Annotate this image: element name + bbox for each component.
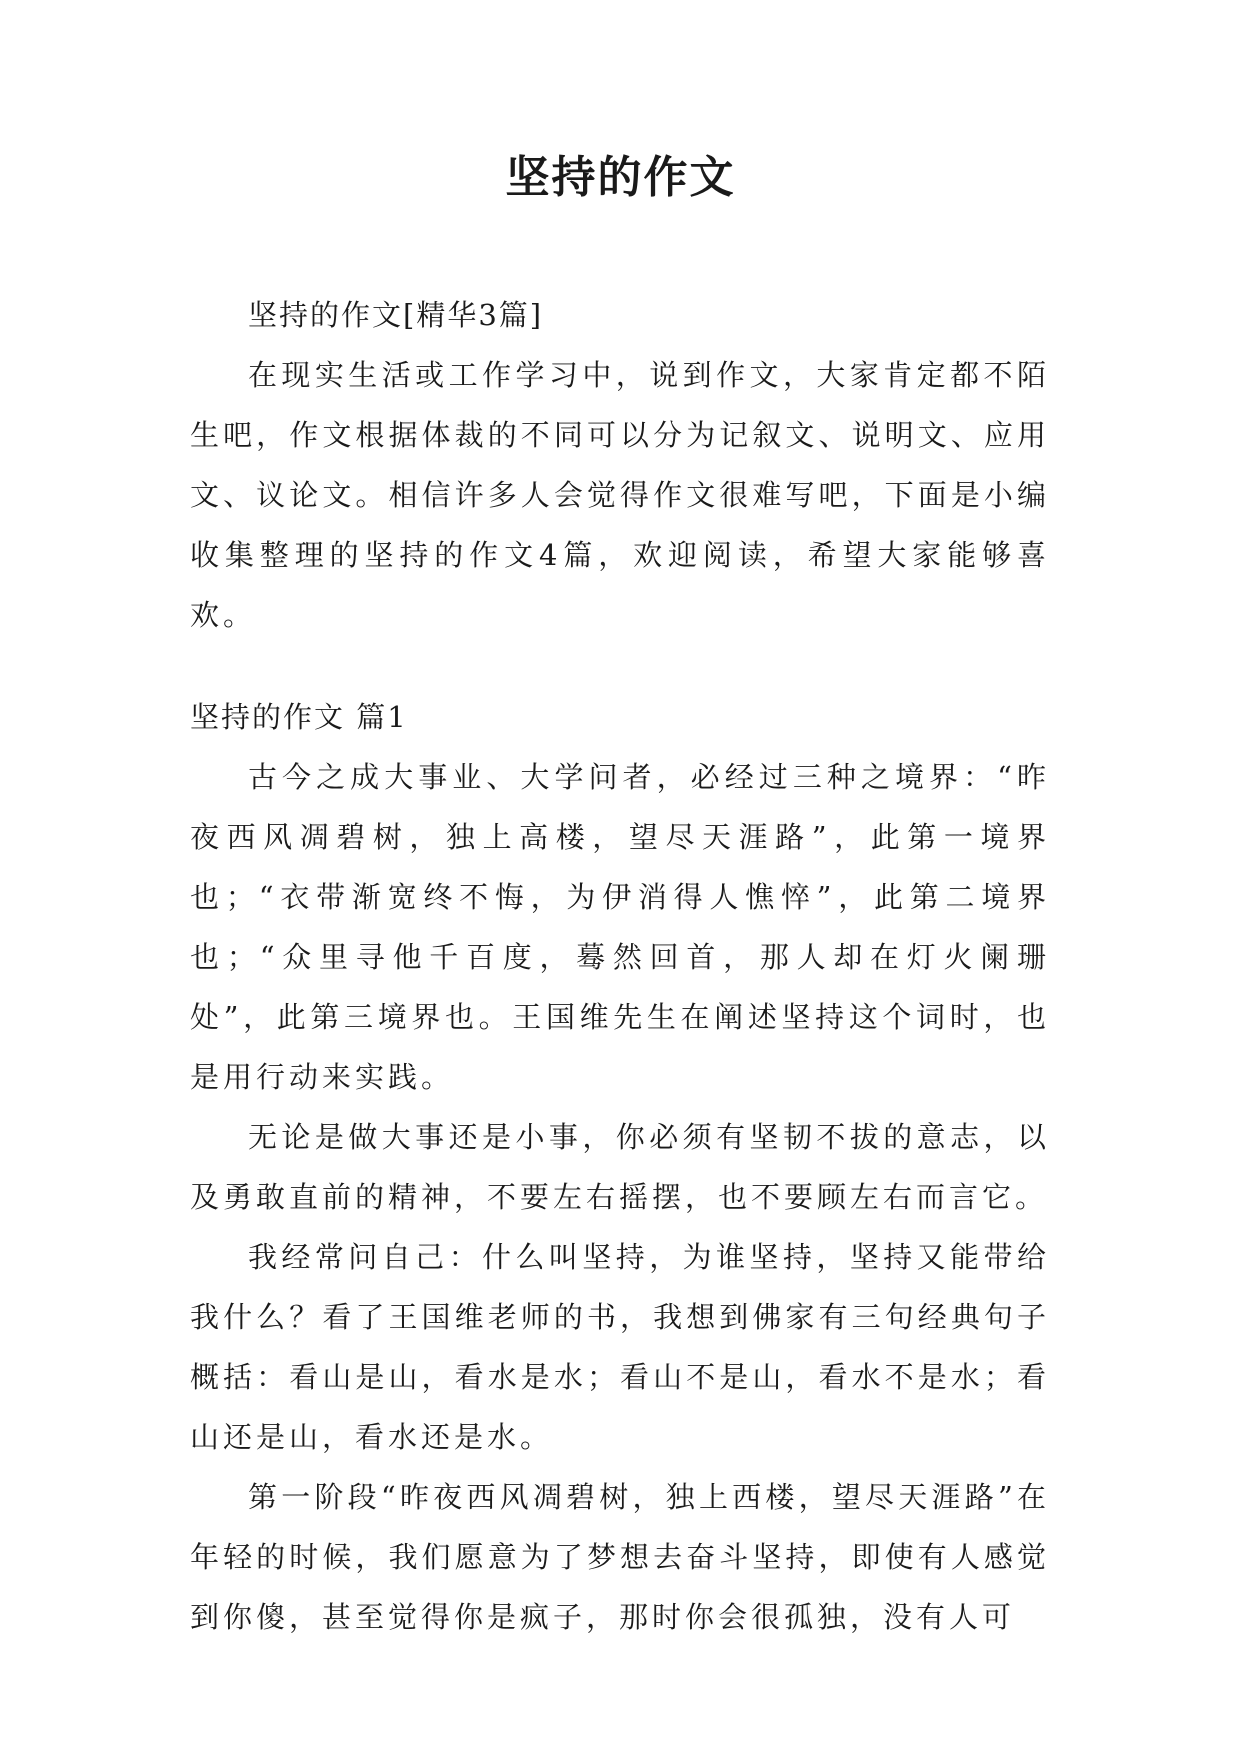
document-title: 坚持的作文 xyxy=(505,152,736,203)
document-body xyxy=(190,285,1050,1647)
body-paragraph: 古今之成大事业、大学问者，必经过三种之境界：“昨夜西风凋碧树，独上高楼，望尽天涯路”，此第一境界也；“衣带渐宽终不悔，为伊消得人憔悴”，此第二境界也；“众里寻他千百度，蓦然回首，那人却在灯火阑珊处”，此第三境界也。王国维先生在阐述坚持这个词时，也是用行动来实践。 xyxy=(190,760,1050,1094)
body-paragraph: 无论是做大事还是小事，你必须有坚韧不拔的意志，以及勇敢直前的精神，不要左右摇摆，也不要顾左右而言它。 xyxy=(190,1120,1050,1214)
intro-paragraph: 在现实生活或工作学习中，说到作文，大家肯定都不陌生吧，作文根据体裁的不同可以分为记叙文、说明文、应用文、议论文。相信许多人会觉得作文很难写吧，下面是小编收集整理的坚持的作文4篇，欢迎阅读，希望大家能够喜欢。 xyxy=(190,358,1050,632)
body-paragraph: 第一阶段“昨夜西风凋碧树，独上西楼，望尽天涯路”在年轻的时候，我们愿意为了梦想去奋斗坚持，即使有人感觉到你傻，甚至觉得你是疯子，那时你会很孤独，没有人可 xyxy=(190,1480,1050,1634)
section-heading: 坚持的作文 篇1 xyxy=(190,700,408,734)
document-subtitle: 坚持的作文[精华3篇] xyxy=(248,298,544,332)
body-paragraph: 我经常问自己：什么叫坚持，为谁坚持，坚持又能带给我什么？看了王国维老师的书，我想到佛家有三句经典句子概括：看山是山，看水是水；看山不是山，看水不是水；看山还是山，看水还是水。 xyxy=(190,1240,1050,1454)
